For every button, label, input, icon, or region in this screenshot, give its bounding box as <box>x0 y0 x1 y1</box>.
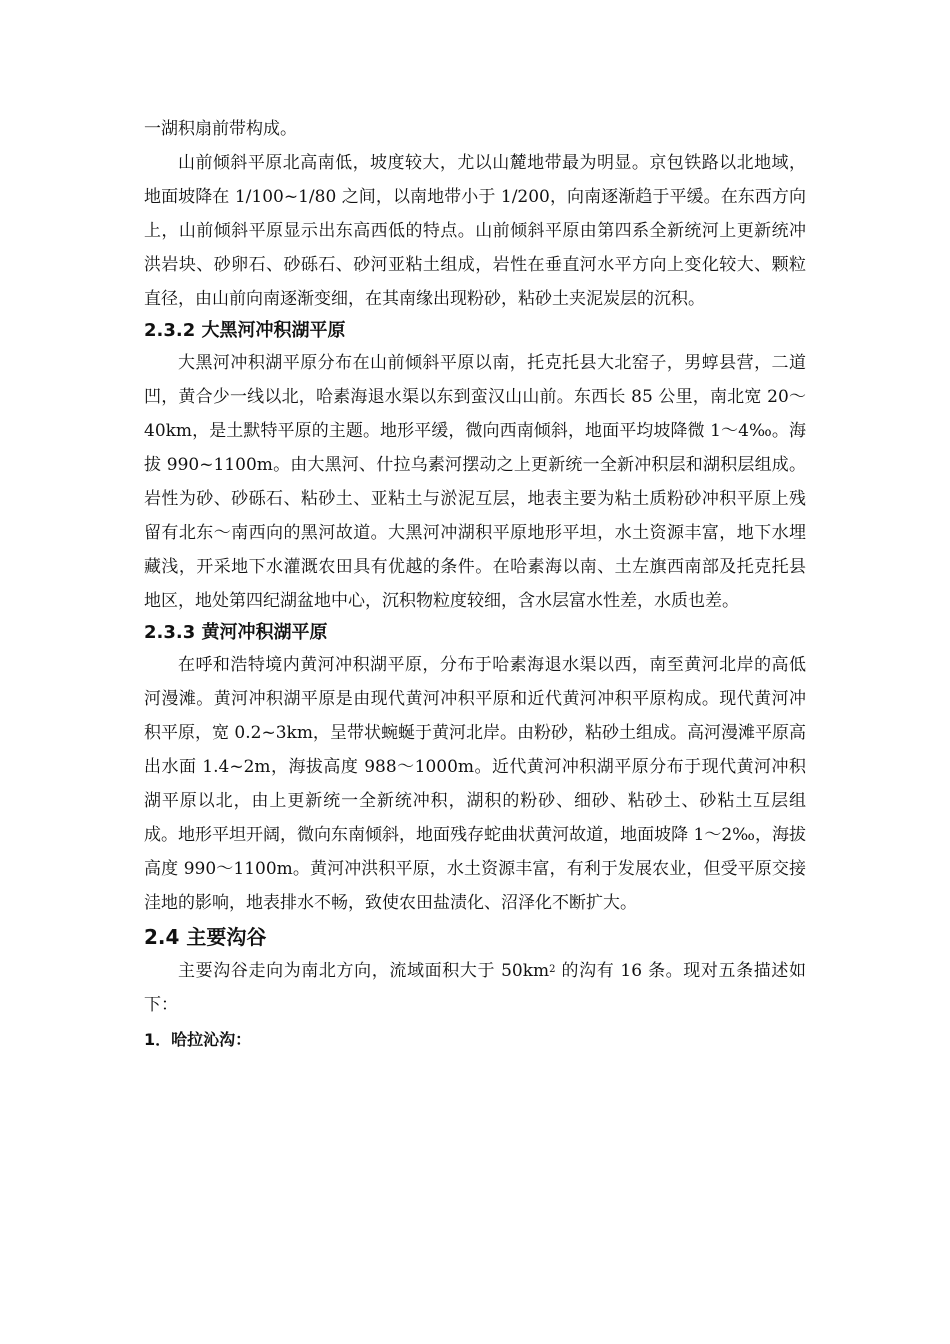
paragraph-piedmont-plain: 山前倾斜平原北高南低，坡度较大，尤以山麓地带最为明显。京包铁路以北地域，地面坡降在 1/100~1/80 之间，以南地带小于 1/200，向南逐渐趋于平缓。在东西方向上，山前倾斜平原显示出东高西低的特点。山前倾斜平原由第四系全新统河上更新统冲洪岩块、砂卵石、砂砾石、砂河亚粘土组成，岩性在垂直河水平方向上变化较大、颗粒直径，由山前向南逐渐变细，在其南缘出现粉砂，粘砂土夹泥炭层的沉积。 <box>144 153 806 309</box>
heading-2-3-3: 2.3.3 黄河冲积湖平原 <box>144 622 328 643</box>
list-item-halaqin-gully: 1．哈拉沁沟： <box>144 1030 252 1049</box>
superscript-2: 2 <box>549 964 556 975</box>
paragraph-main-valleys <box>144 954 806 1022</box>
heading-2-4: 2.4 主要沟谷 <box>144 925 267 949</box>
paragraph-yellow-river-plain: 在呼和浩特境内黄河冲积湖平原，分布于哈素海退水渠以西，南至黄河北岸的高低河漫滩。黄河冲积湖平原是由现代黄河冲积平原和近代黄河冲积平原构成。现代黄河冲积平原，宽 0.2~3km，呈带状蜿蜒于黄河北岸。由粉砂，粘砂土组成。高河漫滩平原高出水面 1.4~2m，海拔高度 988～1000m。近代黄河冲积湖平原分布于现代黄河冲积湖平原以北，由上更新统一全新统冲积，湖积的粉砂、细砂、粘砂土、砂粘土互层组成。地形平坦开阔，微向东南倾斜，地面残存蛇曲状黄河故道，地面坡降 1～2‰，海拔高度 990～1100m。黄河冲洪积平原，水土资源丰富，有利于发展农业，但受平原交接洼地的影响，地表排水不畅，致使农田盐渍化、沼泽化不断扩大。 <box>144 655 806 913</box>
paragraph-main-valleys-part1: 主要沟谷走向为南北方向，流域面积大于 50km <box>178 961 550 981</box>
paragraph-main-valleys-part2: 的沟有 16 条。现对五条描述如下： <box>144 961 806 1015</box>
document-page <box>144 112 806 1058</box>
paragraph-continuation: 一湖积扇前带构成。 <box>144 119 297 139</box>
heading-2-3-2: 2.3.2 大黑河冲积湖平原 <box>144 320 346 341</box>
paragraph-daheihe-plain: 大黑河冲积湖平原分布在山前倾斜平原以南，托克托县大北窑子，男蜳县营，二道凹，黄合少一线以北，哈素海退水渠以东到蛮汉山山前。东西长 85 公里，南北宽 20～40km，是土默特平原的主题。地形平缓，微向西南倾斜，地面平均坡降微 1～4‰。海拔 990~1100m。由大黑河、什拉乌素河摆动之上更新统一全新冲积层和湖积层组成。岩性为砂、砂砾石、粘砂土、亚粘土与淤泥互层，地表主要为粘土质粉砂冲积平原上残留有北东～南西向的黑河故道。大黑河冲湖积平原地形平坦，水土资源丰富，地下水埋藏浅，开采地下水灌溉农田具有优越的条件。在哈素海以南、土左旗西南部及托克托县地区，地处第四纪湖盆地中心，沉积物粒度较细，含水层富水性差，水质也差。 <box>144 353 806 611</box>
